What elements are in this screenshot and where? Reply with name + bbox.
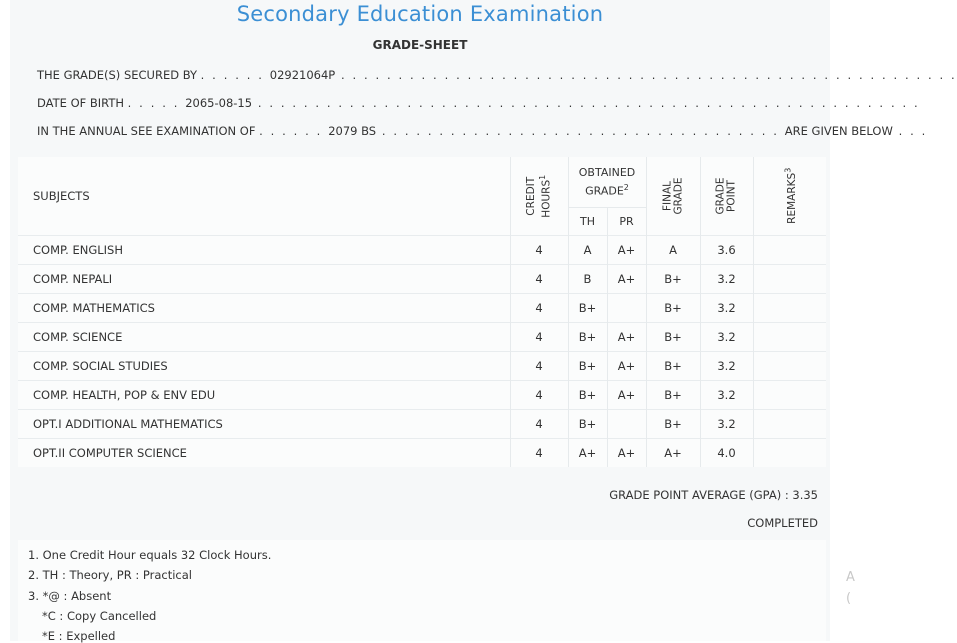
exam-year: 2079 BS [328,124,377,138]
grade-point-cell: 3.2 [700,351,753,380]
remarks-cell [753,293,826,322]
final-grade-cell: B+ [646,409,700,438]
symbol-number: 02921064P [269,68,336,82]
header-obtained-grade: OBTAINED GRADE$^2$ [568,157,646,207]
subject-cell: COMP. HEALTH, POP & ENV EDU [18,380,510,409]
secured-by-line: THE GRADE(S) SECURED BY . . . . . . 02921064P . . . . . . . . . . . . . . . . . . . . . . . . . . . . . . . . . . . . . . . . . . . . . . . . . . . . . . [37,68,957,82]
table-row [18,322,826,351]
header-th: TH [568,207,607,235]
credit-hours-cell: 4 [510,235,568,264]
gpa-line [609,488,818,502]
pr-grade-cell [607,293,646,322]
pr-grade-cell: A+ [607,235,646,264]
th-grade-cell: B+ [568,322,607,351]
remarks-cell [753,235,826,264]
header-remarks: REMARKS$^3$ [753,157,826,235]
gpa-value: 3.35 [792,488,818,502]
pr-grade-cell: A+ [607,380,646,409]
header-subjects: SUBJECTS [33,188,90,203]
remarks-cell [753,380,826,409]
remarks-cell [753,438,826,467]
subject-cell: COMP. MATHEMATICS [18,293,510,322]
credit-hours-cell: 4 [510,351,568,380]
subject-cell: COMP. NEPALI [18,264,510,293]
credit-hours-cell: 4 [510,264,568,293]
subject-cell: OPT.II COMPUTER SCIENCE [18,438,510,467]
th-grade-cell: A+ [568,438,607,467]
credit-hours-cell: 4 [510,438,568,467]
grade-point-cell: 3.2 [700,409,753,438]
th-grade-cell: B+ [568,293,607,322]
final-grade-cell: A [646,235,700,264]
final-grade-cell: B+ [646,380,700,409]
dob-label: DATE OF BIRTH [37,96,125,110]
remarks-cell [753,409,826,438]
remarks-cell [753,264,826,293]
th-grade-cell: B [568,264,607,293]
th-grade-cell: B+ [568,380,607,409]
credit-hours-cell: 4 [510,322,568,351]
final-grade-cell: B+ [646,264,700,293]
pr-grade-cell: A+ [607,438,646,467]
exam-label: IN THE ANNUAL SEE EXAMINATION OF [37,124,256,138]
grades-table [18,157,826,467]
table-row [18,409,826,438]
table-row [18,235,826,264]
note-3: 3. *@ : Absent [28,589,112,603]
credit-hours-cell: 4 [510,409,568,438]
remarks-cell [753,322,826,351]
table-row [18,293,826,322]
subject-cell: COMP. SCIENCE [18,322,510,351]
final-grade-cell: B+ [646,351,700,380]
header-credit-hours: CREDIT HOURS$^1$ [510,157,568,235]
exam-line: IN THE ANNUAL SEE EXAMINATION OF . . . . . . 2079 BS . . . . . . . . . . . . . . . . . . . . . . . . . . . . . . . . . . . ARE GIVEN BELOW . . . [37,124,928,138]
gpa-label: GRADE POINT AVERAGE (GPA) : [609,488,793,502]
secured-by-label: THE GRADE(S) SECURED BY [37,68,198,82]
pr-grade-cell [607,409,646,438]
grade-rows [18,235,826,467]
th-grade-cell: A [568,235,607,264]
page-title: Secondary Education Examination [236,2,604,26]
subject-cell: COMP. SOCIAL STUDIES [18,351,510,380]
th-grade-cell: B+ [568,409,607,438]
grade-point-cell: 4.0 [700,438,753,467]
given-below-label: ARE GIVEN BELOW [784,124,893,138]
grade-point-cell: 3.2 [700,293,753,322]
grade-point-cell: 3.6 [700,235,753,264]
grade-sheet [10,0,957,643]
grade-point-cell: 3.2 [700,264,753,293]
th-grade-cell: B+ [568,351,607,380]
result-status: COMPLETED [747,516,818,530]
final-grade-cell: B+ [646,293,700,322]
side-mark-2: ( [846,591,852,606]
table-row [18,380,826,409]
table-row [18,351,826,380]
header-final-grade: FINAL GRADE [646,157,700,235]
final-grade-cell: A+ [646,438,700,467]
pr-grade-cell: A+ [607,322,646,351]
table-row [18,264,826,293]
pr-grade-cell: A+ [607,351,646,380]
header-grade-point: GRADE POINT [700,157,753,235]
side-mark-1: A [846,570,855,585]
credit-hours-cell: 4 [510,293,568,322]
subject-cell: OPT.I ADDITIONAL MATHEMATICS [18,409,510,438]
note-1: 1. One Credit Hour equals 32 Clock Hours. [28,548,272,562]
dob-line: DATE OF BIRTH . . . . . 2065-08-15 . . . . . . . . . . . . . . . . . . . . . . . . . . . . . . . . . . . . . . . . . . . . . . . . . . . . . . . . . . [37,96,920,110]
subject-cell: COMP. ENGLISH [18,235,510,264]
note-5: *E : Expelled [42,629,116,643]
remarks-cell [753,351,826,380]
pr-grade-cell: A+ [607,264,646,293]
dob-value: 2065-08-15 [185,96,253,110]
final-grade-cell: B+ [646,322,700,351]
note-2: 2. TH : Theory, PR : Practical [28,568,192,582]
credit-hours-cell: 4 [510,380,568,409]
page-subtitle: GRADE-SHEET [372,38,468,52]
grade-point-cell: 3.2 [700,380,753,409]
grade-point-cell: 3.2 [700,322,753,351]
note-4: *C : Copy Cancelled [42,609,157,623]
header-pr: PR [607,207,646,235]
table-row [18,438,826,467]
